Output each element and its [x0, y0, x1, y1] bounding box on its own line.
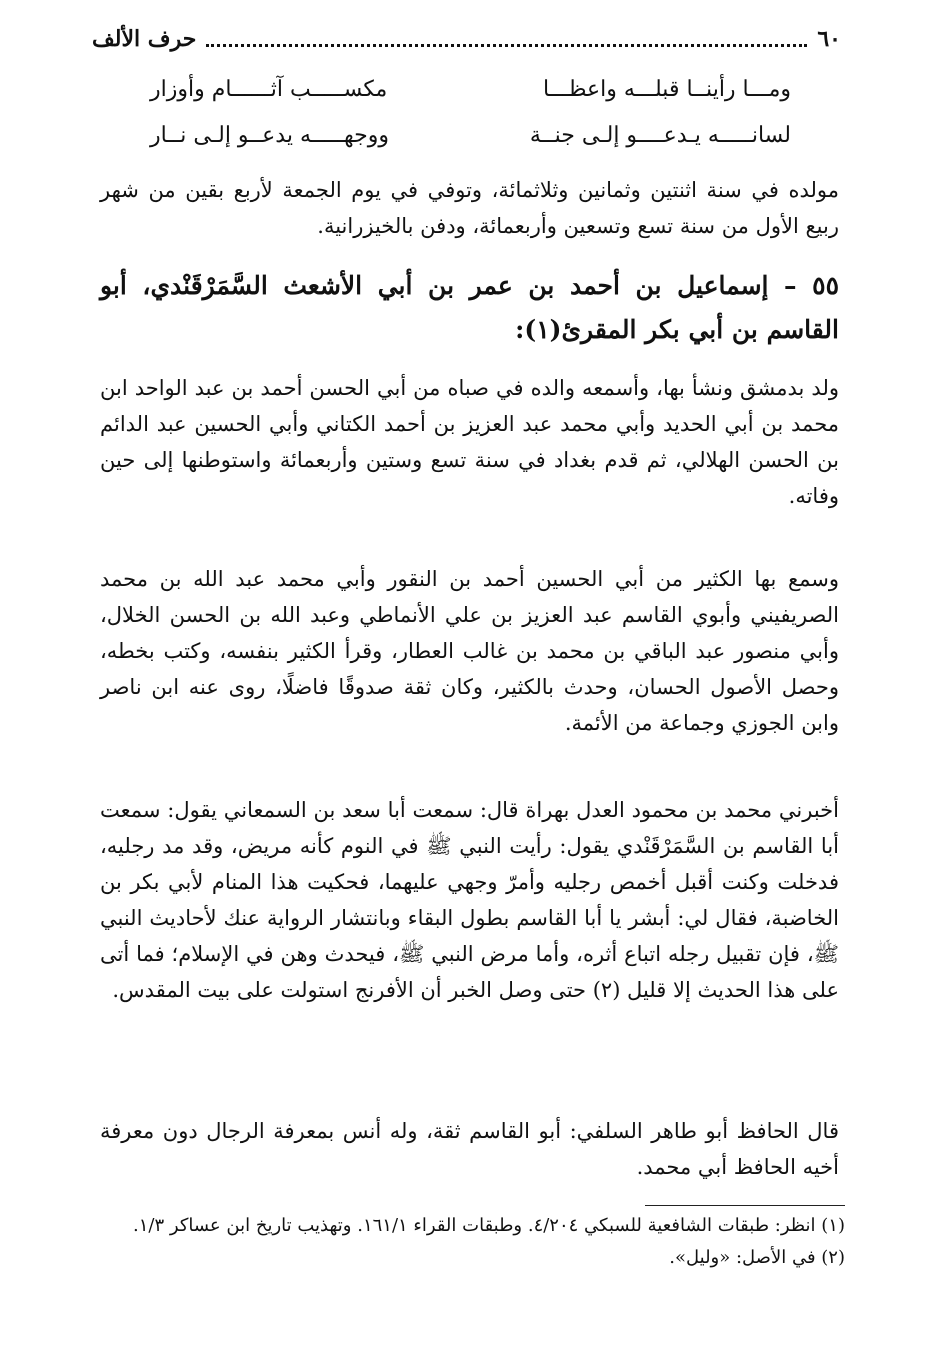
- entry-heading: ٥٥ – إسماعيل بن أحمد بن عمر بن أبي الأشعث السَّمَرْقَنْدي، أبو القاسم بن أبي بكر المقرئ(١):: [100, 271, 839, 344]
- verse-second-hemistich: ووجهـــــه يدعــو إلـى نــار: [150, 122, 389, 148]
- page-number: ٦٠: [817, 26, 841, 52]
- paragraph-birth-death: مولده في سنة اثنتين وثمانين وثلاثمائة، وتوفي في يوم الجمعة لأربع بقين من شهر ربيع الأول من سنة تسع وتسعين وأربعمائة، ودفن بالخيزرانية.: [100, 178, 839, 238]
- paragraph-dream-narration: أخبرني محمد بن محمود العدل بهراة قال: سمعت أبا سعد بن السمعاني يقول: سمعت أبا القاسم بن السَّمَرْقَنْدي يقول: رأيت النبي ﷺ في النوم كأنه مريض، وقد مد رجليه، فدخلت وكنت أقبل أخمص رجليه وأمرّ وجهي عليهما، فحكيت هذا المنام لأبي بكر بن الخاضبة، فقال لي: أبشر يا أبا القاسم بطول البقاء وبانتشار الرواية عنك لأحاديث النبي ﷺ، فإن تقبيل رجله اتباع أثره، وأما مرض النبي ﷺ، فيحدث وهن في الإسلام؛ فما أتى على هذا الحديث إلا قليل (٢) حتى وصل الخبر أن الأفرنج استولت على بيت المقدس.: [100, 798, 839, 1002]
- footnotes: [100, 1212, 845, 1276]
- poem-verses: [150, 66, 791, 158]
- verse-line: [150, 66, 791, 112]
- section-title: حرف الألف: [92, 26, 197, 52]
- paragraph-silafi-quote: قال الحافظ أبو طاهر السلفي: أبو القاسم ثقة، وله أنس بمعرفة الرجال دون معرفة أخيه الحافظ أبي محمد.: [100, 1119, 839, 1179]
- running-header: [92, 22, 841, 56]
- verse-first-hemistich: لسانـــــه يـدعــــو إلـى جنــة: [529, 122, 791, 148]
- footnote-separator: [645, 1205, 845, 1206]
- footnote-1: (١) انظر: طبقات الشافعية للسبكي ٤/٢٠٤. وطبقات القراء ١٦١/١. وتهذيب تاريخ ابن عساكر ١/٣.: [133, 1215, 845, 1236]
- paragraph-teachers: وسمع بها الكثير من أبي الحسين أحمد بن النقور وأبي محمد عبد الله بن محمد الصريفيني وأبوي القاسم عبد العزيز بن علي الأنماطي وعبد الله بن الحسن الخلال، وأبي منصور عبد الباقي بن محمد بن غالب العطار، وقرأ الكثير بنفسه، وكتب بخطه، وحصل الأصول الحسان، وحدث بالكثير، وكان ثقة صدوقًا فاضلًا، روى عنه ابن ناصر وابن الجوزي وجماعة من الأئمة.: [100, 567, 839, 735]
- footnote-2: (٢) في الأصل: «وليل».: [669, 1247, 845, 1268]
- verse-line: [150, 112, 791, 158]
- paragraph-biography: ولد بدمشق ونشأ بها، وأسمعه والده في صباه من أبي الحسن أحمد بن عبد الواحد ابن محمد بن أبي الحديد وأبي محمد عبد العزيز بن أحمد الكتاني وأبي الحسين عبد الدائم بن الحسن الهلالي، ثم قدم بغداد في سنة تسع وستين وأربعمائة واستوطنها إلى حين وفاته.: [100, 376, 839, 508]
- verse-first-hemistich: ومـــا رأينــا قبلـــه واعظـــا: [542, 76, 791, 102]
- header-leader-dots: [206, 44, 807, 47]
- verse-second-hemistich: مكســـــب آثــــــام وأوزار: [150, 76, 388, 102]
